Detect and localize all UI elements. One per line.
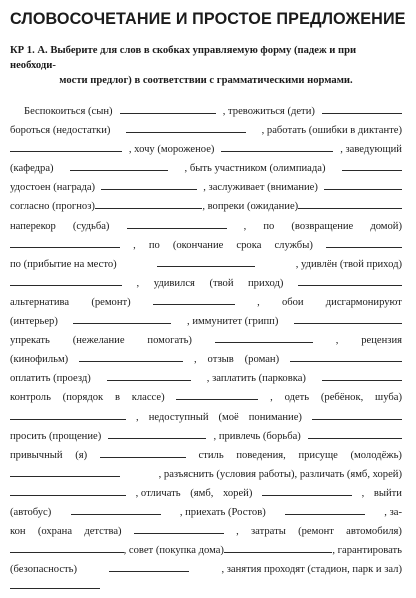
answer-blank[interactable] bbox=[176, 390, 258, 400]
exercise-line bbox=[10, 446, 402, 465]
exercise-text: упрекать bbox=[10, 335, 50, 347]
exercise-text: , быть участником (олимпиада) bbox=[184, 163, 326, 175]
answer-blank[interactable] bbox=[127, 219, 227, 229]
exercise-text: (порядок bbox=[62, 392, 104, 404]
answer-blank[interactable] bbox=[73, 314, 171, 324]
exercise-text: (охрана bbox=[37, 526, 73, 538]
exercise-text: одеть bbox=[284, 392, 310, 404]
answer-blank[interactable] bbox=[157, 257, 255, 267]
exercise-line bbox=[10, 140, 402, 159]
answer-blank[interactable] bbox=[326, 238, 402, 248]
exercise-text: понимание) bbox=[248, 411, 302, 423]
answer-blank[interactable] bbox=[109, 562, 189, 572]
answer-blank[interactable] bbox=[224, 543, 332, 553]
exercise-line bbox=[10, 408, 402, 427]
exercise-line bbox=[10, 331, 402, 350]
exercise-text: удивился bbox=[153, 277, 195, 289]
answer-blank[interactable] bbox=[324, 180, 402, 190]
answer-blank[interactable] bbox=[10, 276, 122, 286]
exercise-line bbox=[10, 503, 402, 522]
exercise-text: , разъяснить (условия работы), различать (ямб, хорей) bbox=[158, 468, 402, 480]
answer-blank[interactable] bbox=[262, 486, 352, 496]
exercise-line bbox=[10, 579, 402, 598]
exercise-text: , заплатить (парковка) bbox=[206, 373, 306, 385]
exercise-text: (я) bbox=[75, 449, 88, 461]
exercise-text: (кафедра) bbox=[10, 163, 54, 175]
exercise-line bbox=[10, 312, 402, 331]
exercise-text: (окончание bbox=[172, 239, 224, 251]
exercise-text: недоступный bbox=[148, 411, 209, 423]
answer-blank[interactable] bbox=[10, 410, 126, 420]
answer-blank[interactable] bbox=[290, 352, 402, 362]
exercise-text: , тревожиться (дети) bbox=[222, 106, 315, 117]
exercise-text: , работать (ошибки в диктанте) bbox=[261, 125, 402, 137]
exercise-line bbox=[10, 217, 402, 236]
exercise-line bbox=[10, 388, 402, 407]
exercise-line bbox=[10, 369, 402, 388]
exercise-text: , bbox=[257, 296, 260, 308]
exercise-text: , привлечь (борьба) bbox=[213, 430, 301, 442]
exercise-text: домой) bbox=[370, 220, 402, 232]
exercise-text: , заведующий bbox=[340, 144, 402, 156]
exercise-text: (ямб, bbox=[190, 487, 214, 499]
exercise-text: , bbox=[270, 392, 273, 404]
exercise-text: , приехать (Ростов) bbox=[179, 506, 266, 518]
exercise-text: , совет (покупка дома) bbox=[123, 545, 224, 557]
exercise-text: по bbox=[263, 220, 275, 232]
answer-blank[interactable] bbox=[298, 199, 402, 209]
exercise-text: , bbox=[133, 239, 136, 251]
exercise-text: просить (прощение) bbox=[10, 430, 102, 442]
exercise-text: контроль bbox=[10, 392, 51, 404]
exercise-line bbox=[10, 121, 402, 140]
answer-blank[interactable] bbox=[221, 142, 333, 152]
exercise-text: по bbox=[148, 239, 160, 251]
answer-blank[interactable] bbox=[285, 505, 365, 515]
exercise-text: обои bbox=[281, 296, 304, 308]
exercise-line bbox=[10, 293, 402, 312]
answer-blank[interactable] bbox=[107, 371, 191, 381]
exercise-line bbox=[10, 541, 402, 560]
answer-blank[interactable] bbox=[215, 333, 313, 343]
exercise-text: отзыв bbox=[207, 354, 234, 366]
exercise-text: (безопасность) bbox=[10, 564, 78, 576]
exercise-line bbox=[10, 236, 402, 255]
answer-blank[interactable] bbox=[10, 579, 100, 589]
exercise-text: , иммунитет (грипп) bbox=[187, 316, 279, 328]
task-instruction-line-2: мости предлог) в соответствии с грамматическими нормами. bbox=[59, 75, 353, 86]
exercise-text: , удивлён (твой приход) bbox=[295, 258, 402, 270]
exercise-text: , bbox=[136, 411, 139, 423]
exercise-text: , заслуживает (внимание) bbox=[203, 182, 318, 194]
exercise-line bbox=[10, 255, 402, 274]
exercise-text: приход) bbox=[248, 277, 284, 289]
exercise-text: присуще bbox=[298, 449, 338, 461]
exercise-text: рецензия bbox=[361, 335, 402, 347]
answer-blank[interactable] bbox=[10, 467, 120, 477]
exercise-line bbox=[10, 560, 402, 579]
exercise-text: удостоен (награда) bbox=[10, 182, 96, 194]
exercise-line bbox=[10, 102, 402, 121]
exercise-text: , bbox=[335, 335, 339, 347]
exercise-text: наперекор bbox=[10, 220, 56, 232]
exercise-text: , вопреки (ожидание) bbox=[202, 201, 299, 213]
answer-blank[interactable] bbox=[322, 104, 402, 114]
exercise-text: оплатить (проезд) bbox=[10, 373, 91, 385]
exercise-text: , bbox=[193, 354, 197, 366]
answer-blank[interactable] bbox=[120, 104, 216, 114]
exercise-line bbox=[10, 178, 402, 197]
exercise-text: (твой bbox=[209, 277, 234, 289]
exercise-text: , за- bbox=[384, 506, 402, 518]
exercise-text: по (прибытие на место) bbox=[10, 258, 117, 270]
exercise-text: , гарантировать bbox=[332, 545, 402, 557]
exercise-text: (ремонт) bbox=[91, 296, 131, 308]
answer-blank[interactable] bbox=[95, 199, 202, 209]
answer-blank[interactable] bbox=[10, 142, 122, 152]
exercise-text: , bbox=[361, 487, 365, 499]
exercise-text: (ремонт bbox=[298, 526, 334, 538]
answer-blank[interactable] bbox=[70, 161, 168, 171]
exercise-text: , bbox=[236, 526, 239, 538]
exercise-text: кон bbox=[10, 526, 26, 538]
exercise-text: привычный bbox=[10, 449, 63, 461]
answer-blank[interactable] bbox=[10, 486, 126, 496]
exercise-text: Беспокоиться (сын) bbox=[24, 106, 113, 117]
exercise-text: , bbox=[136, 277, 140, 289]
exercise-text: (судьба) bbox=[72, 220, 110, 232]
exercise-line bbox=[10, 197, 402, 216]
exercise-text: согласно (прогноз) bbox=[10, 201, 95, 213]
answer-blank[interactable] bbox=[342, 161, 402, 171]
exercise-text: поведения, bbox=[236, 449, 286, 461]
answer-blank[interactable] bbox=[10, 543, 124, 553]
exercise-text: (возвращение bbox=[291, 220, 354, 232]
exercise-text: классе) bbox=[131, 392, 165, 404]
answer-blank[interactable] bbox=[100, 448, 186, 458]
exercise-text: затраты bbox=[251, 526, 286, 538]
exercise-body bbox=[10, 102, 402, 598]
answer-blank[interactable] bbox=[126, 123, 246, 133]
exercise-text: (роман) bbox=[244, 354, 280, 366]
exercise-line bbox=[10, 274, 402, 293]
exercise-text: (кинофильм) bbox=[10, 354, 69, 366]
exercise-line bbox=[10, 350, 402, 369]
task-instruction-line-1: КР 1. А. Выберите для слов в скобках управляемую форму (падеж и при необходи- bbox=[10, 45, 357, 71]
task-instruction bbox=[10, 43, 402, 88]
answer-blank[interactable] bbox=[79, 352, 183, 362]
exercise-text: (автобус) bbox=[10, 506, 52, 518]
exercise-text: , занятия проходят (стадион, парк и зал) bbox=[221, 564, 402, 576]
answer-blank[interactable] bbox=[298, 276, 402, 286]
exercise-line bbox=[10, 522, 402, 541]
exercise-text: срока bbox=[236, 239, 262, 251]
exercise-text: (молодёжь) bbox=[350, 449, 402, 461]
answer-blank[interactable] bbox=[153, 295, 235, 305]
answer-blank[interactable] bbox=[294, 314, 402, 324]
exercise-text: альтернатива bbox=[10, 296, 70, 308]
exercise-text: шуба) bbox=[375, 392, 402, 404]
exercise-line bbox=[10, 465, 402, 484]
exercise-text: (моё bbox=[218, 411, 239, 423]
answer-blank[interactable] bbox=[312, 410, 402, 420]
exercise-text: , хочу (мороженое) bbox=[128, 144, 215, 156]
answer-blank[interactable] bbox=[322, 371, 402, 381]
answer-blank[interactable] bbox=[308, 429, 402, 439]
exercise-line bbox=[10, 427, 402, 446]
page-title: СЛОВОСОЧЕТАНИЕ И ПРОСТОЕ ПРЕДЛОЖЕНИЕ bbox=[10, 10, 406, 28]
exercise-text: детства) bbox=[84, 526, 122, 538]
exercise-text: , bbox=[243, 220, 247, 232]
exercise-text: помогать) bbox=[147, 335, 192, 347]
exercise-text: стиль bbox=[198, 449, 224, 461]
exercise-text: выйти bbox=[373, 487, 402, 499]
exercise-text: бороться (недостатки) bbox=[10, 125, 111, 137]
exercise-line bbox=[10, 159, 402, 178]
exercise-text: (нежелание bbox=[72, 335, 125, 347]
exercise-text: (интерьер) bbox=[10, 316, 58, 328]
exercise-text: хорей) bbox=[222, 487, 253, 499]
answer-blank[interactable] bbox=[71, 505, 161, 515]
exercise-text: службы) bbox=[274, 239, 313, 251]
answer-blank[interactable] bbox=[134, 524, 224, 534]
exercise-text: (ребёнок, bbox=[320, 392, 364, 404]
answer-blank[interactable] bbox=[101, 180, 197, 190]
exercise-text: , отличать bbox=[135, 487, 181, 499]
exercise-text: дисгармонируют bbox=[325, 296, 402, 308]
exercise-text: автомобиля) bbox=[346, 526, 402, 538]
answer-blank[interactable] bbox=[10, 238, 120, 248]
answer-blank[interactable] bbox=[108, 429, 206, 439]
exercise-text: в bbox=[114, 392, 120, 404]
exercise-line bbox=[10, 484, 402, 503]
